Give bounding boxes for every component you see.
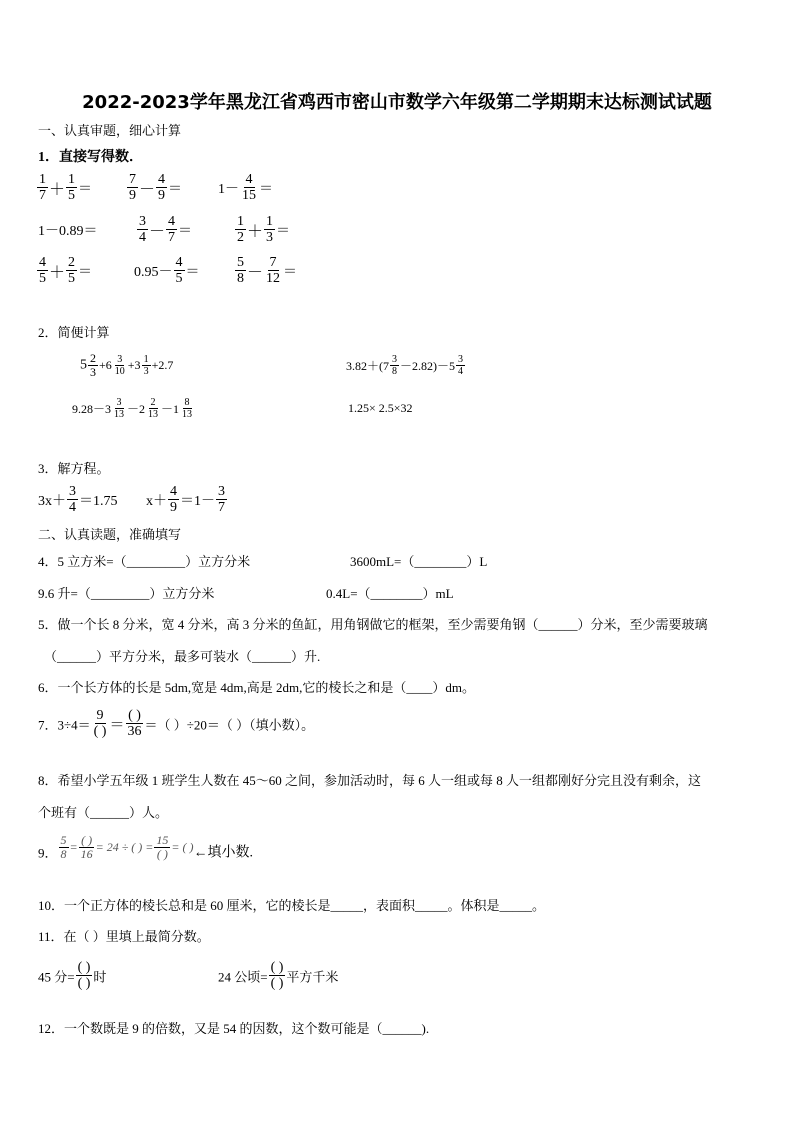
q9-expression: 9． $\frac{5}{8}$ = $\frac{( )}{16}$ = 24 ÷ ( ) = $\frac{15}{( )}$ = ( )←填小数. [38,833,253,862]
page-title: 2022-2023学年黑龙江省鸡西市密山市数学六年级第二学期期末达标测试试题 [82,92,712,113]
q10-text: 10．一个正方体的棱长总和是 60 厘米，它的棱长是_____，表面积_____。体积是_____。 [38,898,546,913]
q1-row3-item2: 0.95－ $\frac{4}{5}$ ＝ [134,255,200,287]
q11-item-a: 45 分= $\frac{( )}{( )}$ 时 [38,960,107,992]
q1-row3-item1: $\frac{4}{5}$ ＋ $\frac{2}{5}$ ＝ [39,255,93,287]
q4-item-c: 9.6 升=（_________）立方分米 [38,586,215,601]
q8-line-2: 个班有（______）人。 [38,805,169,820]
q5-line-1: 5．做一个长 8 分米，宽 4 分米，高 3 分米的鱼缸，用角钢做它的框架，至少需要角钢（______）分米，至少需要玻璃 [38,617,708,632]
q1-row1-item2: $\frac{7}{9}$ － $\frac{4}{9}$ ＝ [129,172,183,204]
q1-row2-item2: $\frac{3}{4}$ － $\frac{4}{7}$ ＝ [139,214,193,246]
q1-row2-item1: 1－0.89＝ [38,224,98,239]
q3-equation-a: 3x＋ $\frac{3}{4}$ ＝1.75 [38,484,118,516]
q2-expr-c: 9.28－3 $\frac{3}{13}$ －2 $\frac{2}{13}$ －1 $\frac{8}{13}$ [72,397,193,420]
q1-row1-item3: 1－ $\frac{4}{15}$ ＝ [218,172,273,204]
q2-expr-b: 3.82＋(7 $\frac{3}{8}$ －2.82)－5 $\frac{3}{4}$ [346,354,463,377]
q2-expr-a: 5 $\frac{2}{3}$ +6 $\frac{3}{10}$ +3 $\frac{1}{3}$ +2.7 [80,351,174,380]
q1-row2-item3: $\frac{1}{2}$ ＋ $\frac{1}{3}$ ＝ [237,214,291,246]
q12-text: 12．一个数既是 9 的倍数，又是 54 的因数，这个数可能是（______). [38,1021,430,1036]
q1-label: 1．直接写得数． [38,150,143,165]
q2-label: 2．简便计算 [38,325,110,340]
q1-row3-item3: $\frac{5}{8}$ － $\frac{7}{12}$ ＝ [237,255,298,287]
q8-line-1: 8．希望小学五年级 1 班学生人数在 45～60 之间，参加活动时，每 6 人一组或每 8 人一组都刚好分完且没有剩余，这 [38,773,702,788]
q7-expression: 7．3÷4＝ $\frac{9}{( )}$ ＝ $\frac{( )}{36}$ ＝（ ）÷20＝（ ）（填小数）。 [38,708,315,740]
section-heading-2: 二、认真读题，准确填写 [38,527,182,542]
q3-equation-b: x＋ $\frac{4}{9}$ ＝1－ $\frac{3}{7}$ [146,484,225,516]
section-heading-1: 一、认真审题，细心计算 [38,123,182,138]
q11-label: 11．在（ ）里填上最简分数。 [38,929,210,944]
q11-item-b: 24 公顷= $\frac{( )}{( )}$ 平方千米 [218,960,339,992]
q3-label: 3．解方程。 [38,461,110,476]
q4-item-d: 0.4L=（________）mL [326,586,454,601]
q2-expr-d: 1.25× 2.5×32 [348,401,413,415]
q4-item-a: 4．5 立方米=（_________）立方分米 [38,554,251,569]
q1-row1-item1: $\frac{1}{7}$ ＋ $\frac{1}{5}$ ＝ [39,172,93,204]
q6-text: 6．一个长方体的长是 5dm,宽是 4dm,高是 2dm,它的棱长之和是（____）dm。 [38,680,475,695]
q5-line-2: （______）平方分米，最多可装水（______）升. [44,649,321,664]
q4-item-b: 3600mL=（________）L [350,554,488,569]
